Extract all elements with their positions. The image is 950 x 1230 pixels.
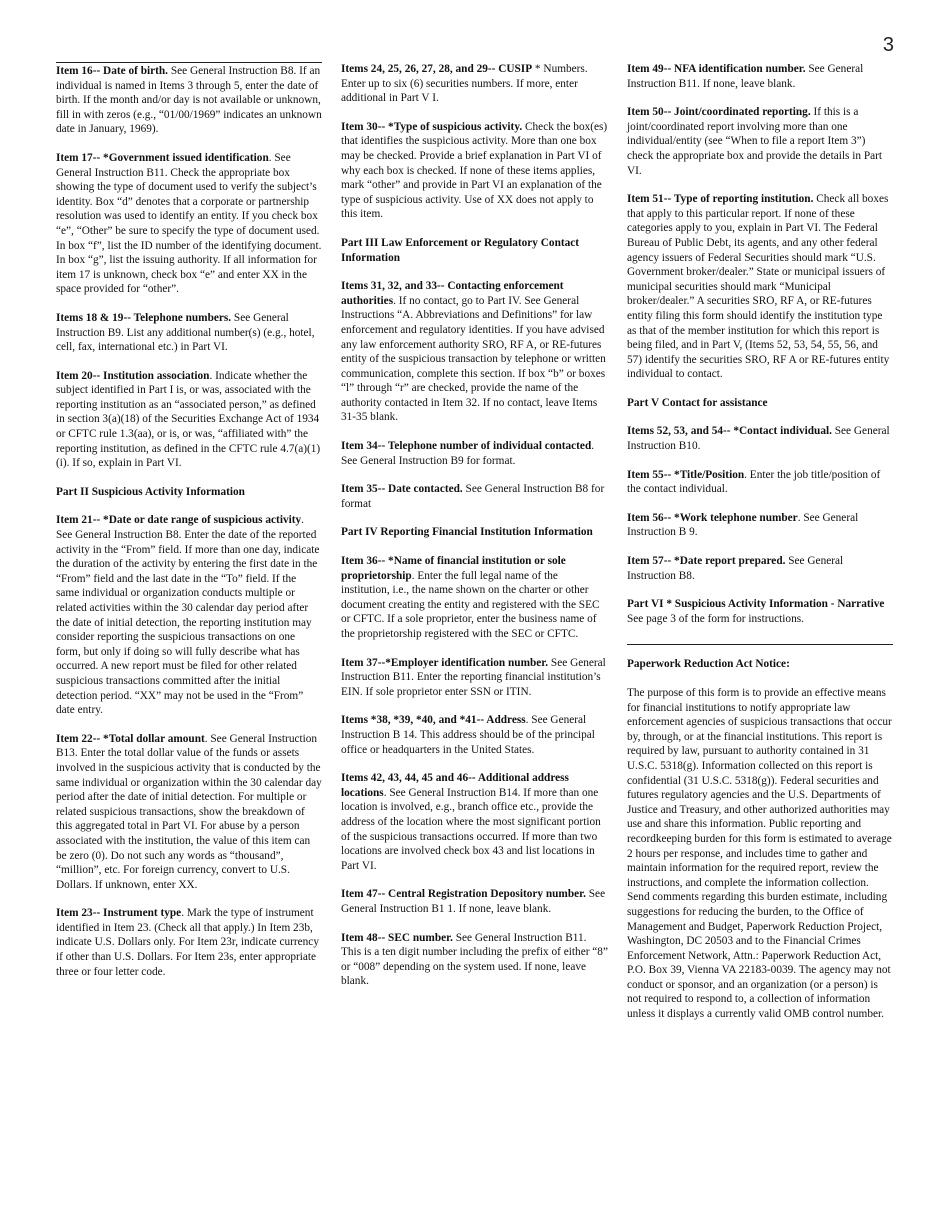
- entry-body: See General Instruction B9. List any additional number(s) (e.g., hotel, cell, fax, international etc.) in Part VI.: [56, 311, 315, 354]
- entry-heading: Item 20-- Institution association: [56, 369, 210, 382]
- entry-heading: Item 35-- Date contacted.: [341, 483, 463, 496]
- instruction-entry: [341, 62, 609, 106]
- part-heading: Paperwork Reduction Act Notice:: [627, 658, 790, 671]
- page-number: 3: [882, 34, 894, 56]
- column-left: [56, 62, 322, 993]
- entry-body: . See General Instruction B13. Enter the total dollar value of the funds or assets involved in the suspicious activity that is conducted by the same individual or organization within the 30 calendar day period after the date of initial detection. For multiple or related suspicious transactions, show the breakdown of this aggregated total in Part VI. For abuse by a person associated with the institution, the value of this item can be zero (0). Do not such any words as “thousand”, “million”, etc. For foreign currency, convert to U.S. Dollars. If unknown, enter XX.: [56, 732, 322, 891]
- instruction-entry: [56, 732, 322, 893]
- entry-heading: Items 18 & 19-- Telephone numbers.: [56, 311, 232, 324]
- entry-heading: Item 30-- *Type of suspicious activity.: [341, 120, 523, 133]
- entry-body: Check the box(es) that identifies the suspicious activity. More than one box may be checked. Provide a brief explanation in Part VI of why each box is checked. If none of these items applies, mark “other” and provide in Part VI an explanation of the type of suspicious activity. Use of XX does not apply to this item.: [341, 120, 608, 221]
- instruction-entry: [341, 120, 609, 222]
- entry-heading: Items 24, 25, 26, 27, 28, and 29-- CUSIP: [341, 63, 533, 75]
- entry-body: . Indicate whether the subject identified in Part I is, or was, associated with the reporting institution as an “associated person,” as defined in section 3(a)(18) of the Securities Exchange Act of 1934 or CFTC rule 1.3(aa), or is, or was, “affiliated with” the reporting institution, as defined in the CFTC rule 4.7(a)(1)(i). If so, explain in Part VI.: [56, 369, 321, 470]
- section-divider: [627, 644, 893, 645]
- instruction-entry: [56, 311, 322, 355]
- entry-heading: Item 23-- Instrument type: [56, 907, 182, 920]
- entry-body: . Enter the job title/position of the contact individual.: [627, 468, 881, 496]
- instruction-entry: [341, 439, 609, 468]
- instruction-entry: [341, 713, 609, 757]
- entry-heading: Item 36-- *Name of financial institution or sole proprietorship: [341, 555, 566, 582]
- instruction-entry: [627, 686, 893, 1022]
- part-heading: Part II Suspicious Activity Information: [56, 485, 245, 498]
- instruction-entry: [56, 369, 322, 471]
- entry-body: . See General Instruction B 14. This address should be of the principal office or headquarters in the United States.: [341, 714, 595, 756]
- entry-heading: Item 37--*Employer identification number.: [341, 656, 549, 669]
- entry-heading: Item 22-- *Total dollar amount: [56, 732, 205, 745]
- instruction-entry: [341, 482, 609, 511]
- entry-body: See General Instruction B10.: [627, 425, 890, 453]
- column-right: [627, 62, 893, 1036]
- entry-body: See General Instruction B11. This is a ten digit number including the prefix of either “8” or “008” depending on the system used. If none, leave blank.: [341, 931, 608, 988]
- instruction-entry: [56, 906, 322, 979]
- entry-body: See General Instruction B11. Enter the reporting financial institution’s EIN. If sole proprietor enter SSN or ITIN.: [341, 656, 606, 698]
- entry-heading: Item 56-- *Work telephone number: [627, 511, 798, 524]
- instruction-entry: [341, 887, 609, 916]
- entry-body: See General Instruction B8.: [627, 555, 844, 582]
- entry-heading: Item 49-- NFA identification number.: [627, 63, 806, 75]
- column-middle: [341, 62, 609, 1003]
- entry-body: See General Instruction B11. If none, leave blank.: [627, 63, 864, 90]
- instruction-entry: [627, 468, 893, 497]
- entry-heading: Items 42, 43, 44, 45 and 46-- Additional address locations: [341, 772, 569, 799]
- instruction-entry: [56, 64, 322, 137]
- part-heading: Part IV Reporting Financial Institution Information: [341, 526, 593, 539]
- part-heading: Part III Law Enforcement or Regulatory Contact Information: [341, 236, 580, 264]
- part-heading: Part V Contact for assistance: [627, 396, 768, 409]
- entry-body: If this is a joint/coordinated report involving more than one individual/entity (see “When to file a report Item 3”) check the appropriate box and provide the details in Part VI.: [627, 106, 883, 177]
- instruction-entry: [627, 511, 893, 540]
- entry-body: . Mark the type of instrument identified in Item 23. (Check all that apply.) In Item 23b, indicate U.S. Dollars only. For Item 23r, indicate currency if other than U.S. Dollars. For Item 23s, enter appropriate three or four letter code.: [56, 907, 319, 978]
- entry-body: The purpose of this form is to provide an effective means for financial institutions to notify appropriate law enforcement agencies of suspicious transactions that occur by, through, or at the financial institutions. This report is required by law, pursuant to authority contained in 31 U.S.C. 5318(g). Information collected on this report is confidential (31 U.S.C. 5318(g)). Federal securities and futures regulatory agencies and the U.S. Departments of Justice and Treasury, and other authorized authorities may use and share this information. Public reporting and recordkeeping burden for this form is estimated to average 2 hours per response, and includes time to gather and maintain information for the required report, review the instructions, and complete the information collection. Send comments regarding this burden estimate, including suggestions for reducing the burden, to the Office of Management and Budget, Paperwork Reduction Project, Washington, DC 20503 and to the Financial Crimes Enforcement Network, Attn.: Paperwork Reduction Act, P.O. Box 39, Vienna VA 22183-0039. The agency may not conduct or sponsor, and an organization (or a person) is not required to respond to, a collection of information unless it displays a currently valid OMB control number.: [627, 687, 892, 1021]
- entry-body: See General Instruction B8. If an individual is named in Items 3 through 5, enter the date of birth. If the month and/or day is not available or unknown, fill in with zeros (e.g., “01/00/1969” indicates an unknown date in January, 1969).: [56, 65, 322, 136]
- entry-heading: Items *38, *39, *40, and *41-- Address: [341, 714, 526, 727]
- entry-heading: Item 57-- *Date report prepared.: [627, 555, 786, 568]
- instruction-entry: [627, 597, 893, 626]
- instruction-entry: [627, 192, 893, 382]
- instruction-entry: [627, 554, 893, 583]
- entry-heading: Item 34-- Telephone number of individual contacted: [341, 440, 592, 453]
- entry-heading: Item 55-- *Title/Position: [627, 468, 745, 481]
- entry-body: * Numbers. Enter up to six (6) securities numbers. If more, enter additional in Part V I.: [341, 63, 588, 105]
- entry-body: . Enter the full legal name of the institution, i.e., the name shown on the charter or other document creating the entity and registered with the SEC or CFTC. If a sole proprietor, enter the business name of the proprietorship registered with the SEC or CFTC.: [341, 569, 600, 640]
- entry-heading: Part VI * Suspicious Activity Information - Narrative: [627, 598, 885, 611]
- instruction-entry: [341, 554, 609, 642]
- entry-heading: Items 52, 53, and 54-- *Contact individual.: [627, 425, 832, 438]
- entry-body: . See General Instruction B9 for format.: [341, 440, 595, 467]
- entry-heading: Item 21-- *Date or date range of suspicious activity: [56, 514, 302, 527]
- entry-body: See General Instruction B1 1. If none, leave blank.: [341, 888, 606, 915]
- entry-body: . See General Instruction B14. If more than one location is involved, e.g., branch office etc., provide the address of the location where the most significant portion of the suspicious transactions occurred. If more than two locations are involved check box 43 and list locations in Part VI.: [341, 786, 601, 872]
- entry-heading: Item 51-- Type of reporting institution.: [627, 193, 814, 206]
- entry-body: . See General Instruction B11. Check the appropriate box showing the type of document used to verify the subject’s identity. Box “d” denotes that a corporate or partnership resolution was used to identify an entity. If you check box “e”, “Other” be sure to specify the type of document used. In box “f”, list the ID number of the identifying document. In box “g”, list the issuing authority. If all information for item 17 is unknown, check box “e” and enter XX in the space provided for “other”.: [56, 151, 322, 296]
- entry-body: Check all boxes that apply to this particular report. If none of these categories apply to you, explain in Part VI. The Federal Bureau of Public Debt, its agents, and any other federal agency issuers of Federal Securities should mark “U.S. Government broker/dealer.” State or municipal issuers of municipal securities should mark “Municipal broker/dealer.” A securities SRO, RF A, or RE-futures entity filing this form should identify the institution type as that of the member institution for which this report is being filed, and in Part V, (Items 52, 53, 54, 55, 56, and 57) identify the securities SRO, RF A or RE-futures entity individual to contact.: [627, 193, 890, 381]
- entry-body: . If no contact, go to Part IV. See General Instructions “A. Abbreviations and Definitions” for law enforcement and regulatory identities. If you have advised any law enforcement authority SRO, RF A, or RE-futures entity of the suspicious transaction by telephone or written communication, complete this section. If box “b” or boxes “l” through “r” are checked, provide the name of the authority contacted in Item 32. If no contact, leave Items 31-35 blank.: [341, 294, 606, 424]
- instruction-entry: [56, 151, 322, 297]
- entry-body: See page 3 of the form for instructions.: [627, 612, 804, 625]
- entry-body: See General Instruction B8 for format: [341, 483, 605, 510]
- instruction-entry: [341, 771, 609, 873]
- instruction-entry: [627, 62, 893, 91]
- instruction-entry: [627, 424, 893, 453]
- entry-heading: Item 17-- *Government issued identification: [56, 151, 269, 164]
- entry-heading: Item 50-- Joint/coordinated reporting.: [627, 106, 811, 119]
- entry-heading: Item 48-- SEC number.: [341, 931, 453, 944]
- instruction-entry: [627, 105, 893, 178]
- instruction-entry: [341, 279, 609, 425]
- entry-heading: Item 47-- Central Registration Depository number.: [341, 888, 586, 901]
- entry-body: . See General Instruction B 9.: [627, 511, 859, 539]
- instruction-entry: [341, 931, 609, 989]
- entry-body: . See General Instruction B8. Enter the date of the reported activity in the “From” field. If more than one day, indicate the duration of the activity by entering the first date in the “From” field and the last date in the “To” field. If the same individual or organization conducts multiple or related activities within the 30 calendar day period after the date of initial detection, the reporting institution may consider reporting the suspicious transactions on one form, but only if doing so will fully describe what has occurred. A new report must be filed for other related suspicious transactions committed after the initial detection period. “XX” may not be used in the “From” date entry.: [56, 514, 320, 717]
- instruction-entry: [56, 513, 322, 717]
- entry-heading: Items 31, 32, and 33-- Contacting enforcement authorities: [341, 280, 564, 307]
- instruction-entry: [341, 656, 609, 700]
- entry-heading: Item 16-- Date of birth.: [56, 65, 168, 77]
